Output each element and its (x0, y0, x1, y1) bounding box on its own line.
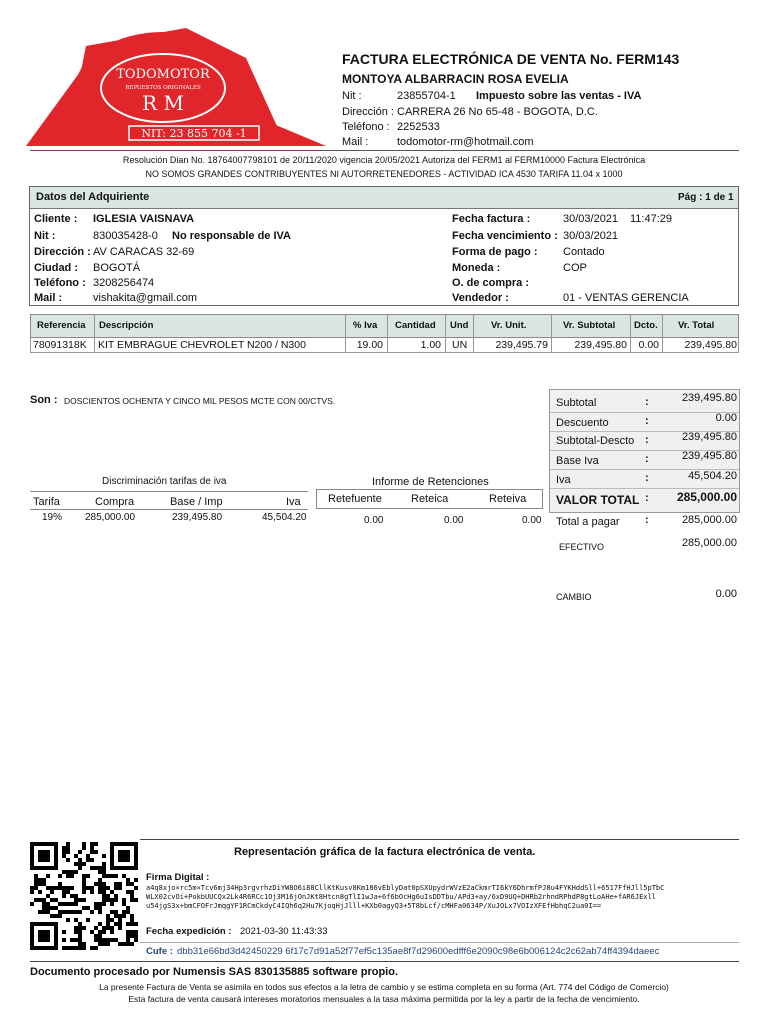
to-pay-colon: : (645, 514, 649, 526)
subtotal-value: 239,495.80 (681, 392, 737, 404)
totals-divider (550, 488, 739, 489)
base-iva-colon: : (645, 453, 649, 465)
change-value: 0.00 (715, 588, 737, 600)
change-label: CAMBIO (556, 592, 592, 602)
iva-value: 45,504.20 (688, 470, 737, 482)
discount-value: 0.00 (715, 412, 737, 424)
item-unit-price: 239,495.79 (495, 339, 548, 351)
company-address-label: Dirección : (342, 106, 394, 118)
col-divider (345, 314, 346, 353)
buyer-tax-note: No responsable de IVA (172, 230, 291, 242)
col-divider (94, 314, 95, 353)
logo-brand: TODOMOTOR (116, 67, 210, 82)
total-label: VALOR TOTAL (556, 493, 640, 507)
buyer-section-title: Datos del Adquiriente (36, 191, 150, 203)
buyer-address-label: Dirección : (34, 246, 91, 258)
col-divider (630, 314, 631, 353)
iva-rate: 19% (42, 512, 63, 523)
iva-label: Iva (556, 474, 571, 486)
buyer-mail: vishakita@gmail.com (93, 292, 198, 304)
item-reference: 78091318K (33, 339, 87, 351)
buyer-phone-label: Teléfono : (34, 277, 86, 289)
base-iva-label: Base Iva (556, 455, 599, 467)
buyer-city-label: Ciudad : (34, 262, 78, 274)
buyer-nit-label: Nit : (34, 230, 56, 242)
cash-value: 285,000.00 (681, 537, 737, 549)
company-phone: 2252533 (397, 121, 440, 133)
legal-notice: La presente Factura de Venta se asimila en todos sus efectos a la letra de cambio y se estima completa en su forma (Art. 774 del Código de Comercio) (99, 982, 669, 992)
footer-rule (140, 942, 739, 943)
col-header-discount: Dcto. (634, 320, 658, 331)
subtotal-discount-label: Subtotal-Descto (556, 435, 635, 447)
iva-col-rate: Tarifa (33, 496, 60, 508)
amount-in-words-label: Son : (30, 394, 58, 406)
col-divider (662, 314, 663, 353)
iva-colon: : (645, 472, 649, 484)
iva-col-iva: Iva (286, 496, 301, 508)
cufe-label: Cufe : (146, 946, 173, 957)
iva-amount: 45,504.20 (262, 512, 307, 523)
buyer-mail-label: Mail : (34, 292, 63, 304)
to-pay-label: Total a pagar (556, 516, 620, 528)
retentions-title: Informe de Retenciones (372, 476, 489, 488)
company-logo (26, 28, 336, 146)
col-header-reference: Referencia (37, 320, 86, 331)
col-header-quantity: Cantidad (395, 320, 436, 331)
total-colon: : (645, 492, 649, 504)
currency-label: Moneda : (452, 262, 501, 274)
col-header-unit-price: Vr. Unit. (491, 320, 527, 331)
col-divider (387, 314, 388, 353)
retention-col-retefuente: Retefuente (328, 493, 382, 505)
due-date-label: Fecha vencimiento : (452, 230, 558, 242)
iva-base: 239,495.80 (172, 512, 223, 523)
col-divider (551, 314, 552, 353)
qr-code (30, 842, 138, 950)
footer-rule (140, 839, 739, 840)
amount-in-words: DOSCIENTOS OCHENTA Y CINCO MIL PESOS MCTE CON 00/CTVS. (64, 396, 336, 406)
item-total: 239,495.80 (684, 339, 737, 351)
totals-divider (550, 412, 739, 413)
subtotal-discount-value: 239,495.80 (681, 431, 737, 443)
company-nit-label: Nit : (342, 90, 362, 102)
footer-rule (30, 961, 739, 962)
to-pay-value: 285,000.00 (681, 514, 737, 526)
dian-resolution: Resolución Dian No. 18764007798101 de 20/11/2020 vigencia 20/05/2021 Autoriza del FERM1 al FERM10000 Factura Electrónica (122, 155, 646, 165)
item-unit: UN (452, 339, 468, 351)
payment-method-label: Forma de pago : (452, 246, 538, 258)
company-phone-label: Teléfono : (342, 121, 390, 133)
col-divider (445, 314, 446, 353)
iva-breakdown-rule (30, 509, 308, 510)
client-label: Cliente : (34, 213, 78, 225)
item-iva: 19.00 (356, 339, 383, 351)
iva-breakdown-rule (30, 491, 308, 492)
company-mail-label: Mail : (342, 136, 369, 148)
reteiva-value: 0.00 (522, 515, 542, 526)
item-description: KIT EMBRAGUE CHEVROLET N200 / N300 (98, 339, 306, 351)
item-discount: 0.00 (638, 339, 659, 351)
tax-notice: NO SOMOS GRANDES CONTRIBUYENTES NI AUTORRETENEDORES - ACTIVIDAD ICA 4530 TARIFA 11.04 x 1000 (145, 169, 623, 179)
col-divider (473, 314, 474, 353)
col-header-description: Descripción (99, 320, 154, 331)
buyer-city: BOGOTÁ (93, 262, 141, 274)
footer-title: Representación gráfica de la factura electrónica de venta. (234, 846, 536, 858)
company-mail: todomotor-rm@hotmail.com (397, 136, 534, 148)
company-nit: 23855704-1 (397, 90, 456, 102)
logo-nit: NIT: 23 855 704 -1 (141, 127, 247, 140)
iva-col-purchase: Compra (95, 496, 135, 508)
issue-date-label: Fecha expedición : (146, 926, 232, 937)
item-subtotal: 239,495.80 (574, 339, 627, 351)
logo-initials: R M (142, 91, 184, 115)
iva-breakdown-title: Discriminación tarifas de iva (102, 476, 227, 487)
invoice-date: 30/03/2021 (563, 213, 619, 225)
due-date: 30/03/2021 (563, 230, 619, 242)
col-header-unit: Und (450, 320, 469, 331)
signature-line: a4q8xjo×rc5m×Tcv6mj34Hp3rgvrhzDiYW8O6i88CllKtKusv8Km186vEblyDat0pSXUpydrWVzE2aCkmrTI6kY6DhrmfPJ8u4FYKHddSll+6517FfHJll5pTbC (146, 884, 665, 892)
seller-label: Vendedor : (452, 292, 509, 304)
retention-col-reteiva: Reteiva (489, 493, 527, 505)
signature-label: Firma Digital : (146, 872, 210, 883)
currency: COP (563, 262, 587, 274)
company-address: CARRERA 26 No 65-48 - BOGOTA, D.C. (397, 106, 598, 118)
invoice-title: FACTURA ELECTRÓNICA DE VENTA No. FERM143 (342, 51, 680, 67)
subtotal-label: Subtotal (556, 397, 597, 409)
subtotal-discount-colon: : (645, 434, 649, 446)
subtotal-colon: : (645, 396, 649, 408)
page-indicator: Pág : 1 de 1 (678, 192, 734, 203)
buyer-address: AV CARACAS 32-69 (93, 246, 195, 258)
buyer-nit: 830035428-0 (93, 230, 158, 242)
signature-line: u54jgS3x+bmCFOFrJmqgYF1RCmCkdyC4IQh6q2Hu7KjoqHjJlll+KXb0agyQ3+5T8bLcf/cMHFa0634P/XuJOLx7VOIzXFEfHbhqC2ua0I== (146, 902, 602, 910)
retention-col-reteica: Reteica (411, 493, 449, 505)
logo-tagline: REPUESTOS ORIGINALES (125, 85, 201, 91)
item-quantity: 1.00 (420, 339, 441, 351)
payment-method: Contado (563, 246, 605, 258)
invoice-date-label: Fecha factura : (452, 213, 531, 225)
discount-label: Descuento (556, 417, 609, 429)
company-name: MONTOYA ALBARRACIN ROSA EVELIA (342, 72, 569, 86)
discount-colon: : (645, 415, 649, 427)
buyer-phone: 3208256474 (93, 277, 155, 289)
col-header-subtotal: Vr. Subtotal (563, 320, 616, 331)
client-name: IGLESIA VAISNAVA (93, 213, 195, 225)
purchase-order-label: O. de compra : (452, 277, 530, 289)
issue-date: 2021-03-30 11:43:33 (240, 926, 328, 937)
col-header-total: Vr. Total (678, 320, 715, 331)
total-value: 285,000.00 (676, 490, 737, 504)
iva-purchase: 285,000.00 (85, 512, 136, 523)
iva-col-base: Base / Imp (170, 496, 223, 508)
processed-by: Documento procesado por Numensis SAS 830135885 software propio. (30, 966, 398, 978)
invoice-time: 11:47:29 (630, 213, 673, 225)
col-header-iva: % Iva (353, 320, 378, 331)
cash-label: EFECTIVO (559, 542, 605, 552)
retefuente-value: 0.00 (364, 515, 384, 526)
cufe-value: dbb31e66bd3d42450229 6f17c7d91a52f77ef5c135ae8f7d29600edfff6e2090c98e6b006124c2c62ab74ff4394daeec (177, 946, 660, 957)
signature-line: WLX02cvOi+PokbUUCQx2Lk4R6RCc1Oj3M16jOnJKt8Htcn8gTlI1wJa+6f6bOcHg6uIsDDTbu/APd3+ay/6xD9UQ+DHRb2rhndRPhdP8gtLoAHe+fAR6JExll (146, 893, 656, 901)
seller: 01 - VENTAS GERENCIA (563, 292, 689, 304)
tax-regime: Impuesto sobre las ventas - IVA (476, 90, 642, 102)
reteica-value: 0.00 (444, 515, 464, 526)
base-iva-value: 239,495.80 (681, 450, 737, 462)
header-divider (30, 150, 739, 151)
legal-notice: Esta factura de venta causará intereses moratorios mensuales a la tasa máxima permitida por la ley a partir de la fecha de vencimiento. (128, 994, 640, 1004)
